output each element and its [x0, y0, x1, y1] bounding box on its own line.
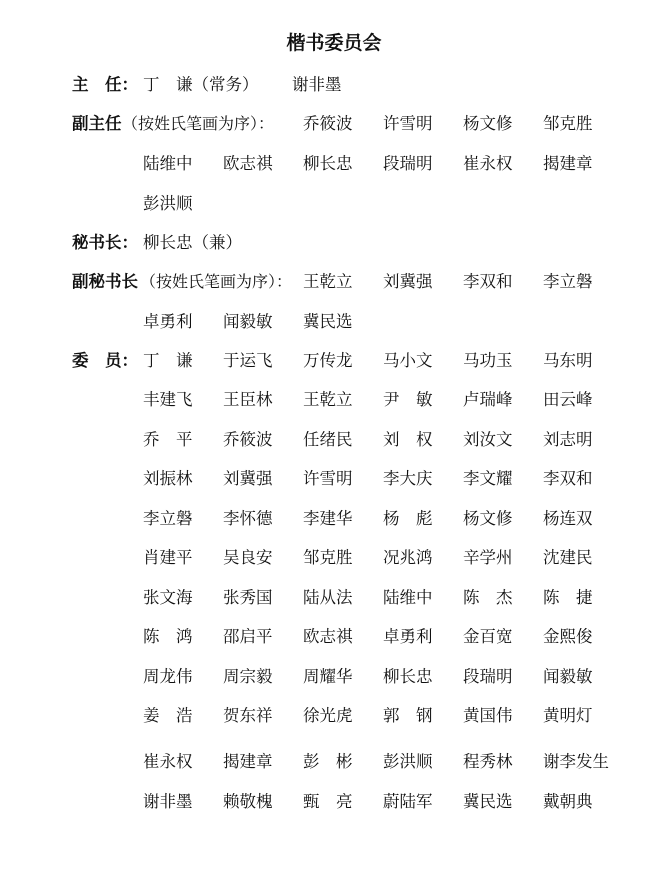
- deputy-secretary-general-name: 李双和: [463, 272, 513, 291]
- deputy-director-name: 邹克胜: [543, 114, 593, 133]
- deputy-secretary-general-note: （按姓氏笔画为序）：: [140, 272, 293, 291]
- members-name: 段瑞明: [463, 667, 513, 686]
- members-name: 陈 捷: [543, 588, 593, 607]
- members-name: 王乾立: [303, 390, 353, 409]
- deputy-secretary-general-name: 李立磐: [543, 272, 593, 291]
- deputy-secretary-general-label: 副秘书长: [72, 272, 138, 291]
- members-name: 刘 权: [383, 430, 433, 449]
- members-name: 周耀华: [303, 667, 353, 686]
- members-name: 邹克胜: [303, 548, 353, 567]
- members-name: 陈 鸿: [143, 627, 193, 646]
- members-name: 刘冀强: [223, 469, 273, 488]
- page-title: 楷书委员会: [286, 32, 382, 54]
- deputy-director-note: （按姓氏笔画为序）：: [122, 114, 275, 133]
- members-name: 肖建平: [143, 548, 193, 567]
- members-name: 贺东祥: [223, 706, 273, 725]
- members-name: 柳长忠: [383, 667, 433, 686]
- members-name: 马功玉: [463, 351, 513, 370]
- members-name: 徐光虎: [303, 706, 353, 725]
- deputy-director-name: 欧志祺: [223, 154, 273, 173]
- members-name: 陈 杰: [463, 588, 513, 607]
- members-name: 况兆鸿: [383, 548, 433, 567]
- members-name: 揭建章: [223, 752, 273, 771]
- members-name: 邵启平: [223, 627, 273, 646]
- members-name: 尹 敏: [383, 390, 433, 409]
- members-name: 乔筱波: [223, 430, 273, 449]
- deputy-director-name: 彭洪顺: [143, 193, 193, 213]
- members-name: 李双和: [543, 469, 593, 488]
- secretary-general-row: [0, 230, 668, 256]
- members-name: 刘志明: [543, 430, 593, 449]
- members-name: 李立磐: [143, 509, 193, 528]
- members-name: 李文耀: [463, 469, 513, 488]
- deputy-director-name: 陆维中: [143, 154, 193, 173]
- members-name: 辛学州: [463, 548, 513, 567]
- members-name: 周龙伟: [143, 667, 193, 686]
- members-name: 吴良安: [223, 548, 273, 567]
- members-name: 卢瑞峰: [463, 390, 513, 409]
- members-name: 欧志祺: [303, 627, 353, 646]
- members-name: 丰建飞: [143, 390, 193, 409]
- members-name: 彭 彬: [303, 752, 353, 771]
- members-name: 闻毅敏: [543, 667, 593, 686]
- members-name: 卓勇利: [383, 627, 433, 646]
- deputy-director-name: 柳长忠: [303, 154, 353, 173]
- members-name: 乔 平: [143, 430, 193, 449]
- members-name: 郭 钢: [383, 706, 433, 725]
- members-name: 崔永权: [143, 752, 193, 771]
- director-name: 谢非墨: [292, 75, 342, 94]
- director-name: 丁 谦（常务）: [143, 75, 259, 94]
- members-name: 杨 彪: [383, 509, 433, 528]
- secretary-general-name: 柳长忠（兼）: [143, 233, 242, 252]
- members-name: 杨连双: [543, 509, 593, 528]
- members-name: 周宗毅: [223, 667, 273, 686]
- members-name: 马小文: [383, 351, 433, 370]
- members-name: 许雪明: [303, 469, 353, 488]
- members-name: 李建华: [303, 509, 353, 528]
- members-name: 李怀德: [223, 509, 273, 528]
- members-name: 陆从法: [303, 588, 353, 607]
- members-name: 陆维中: [383, 588, 433, 607]
- director-row: [0, 72, 668, 98]
- members-name: 程秀林: [463, 752, 513, 771]
- members-name: 李大庆: [383, 469, 433, 488]
- members-name: 丁 谦: [143, 351, 193, 370]
- members-name: 马东明: [543, 351, 593, 370]
- members-name: 于运飞: [223, 351, 273, 370]
- members-name: 戴朝典: [543, 792, 593, 811]
- deputy-director-name: 乔筱波: [303, 114, 353, 133]
- deputy-director-name: 许雪明: [383, 114, 433, 133]
- secretary-general-label: 秘书长：: [72, 233, 138, 252]
- deputy-director-name: 揭建章: [543, 154, 593, 173]
- members-name: 王臣林: [223, 390, 273, 409]
- members-name: 金百宽: [463, 627, 513, 646]
- members-name: 任绪民: [303, 430, 353, 449]
- deputy-secretary-general-name: 冀民选: [303, 312, 353, 331]
- members-name: 甄 亮: [303, 792, 353, 811]
- members-name: 刘振林: [143, 469, 193, 488]
- deputy-director-name: 崔永权: [463, 154, 513, 173]
- deputy-secretary-general-name: 闻毅敏: [223, 312, 273, 331]
- members-name: 张秀国: [223, 588, 273, 607]
- deputy-director-name: 段瑞明: [383, 154, 433, 173]
- deputy-secretary-general-name: 王乾立: [303, 272, 353, 291]
- members-name: 刘汝文: [463, 430, 513, 449]
- members-name: 姜 浩: [143, 706, 193, 725]
- director-label: 主 任：: [72, 75, 138, 94]
- members-name: 谢非墨: [143, 792, 193, 811]
- members-name: 谢李发生: [543, 752, 609, 771]
- members-name: 黄国伟: [463, 706, 513, 725]
- members-name: 沈建民: [543, 548, 593, 567]
- members-label: 委 员：: [72, 351, 138, 370]
- members-name: 赖敬槐: [223, 792, 273, 811]
- deputy-secretary-general-name: 卓勇利: [143, 312, 193, 331]
- members-name: 彭洪顺: [383, 752, 433, 771]
- members-name: 蔚陆军: [383, 792, 433, 811]
- members-name: 张文海: [143, 588, 193, 607]
- members-name: 万传龙: [303, 351, 353, 370]
- members-name: 黄明灯: [543, 706, 593, 725]
- deputy-director-name: 杨文修: [463, 114, 513, 133]
- members-name: 田云峰: [543, 390, 593, 409]
- members-name: 冀民选: [463, 792, 513, 811]
- members-name: 杨文修: [463, 509, 513, 528]
- deputy-director-label: 副主任: [72, 114, 122, 133]
- members-name: 金熙俊: [543, 627, 593, 646]
- deputy-secretary-general-name: 刘冀强: [383, 272, 433, 291]
